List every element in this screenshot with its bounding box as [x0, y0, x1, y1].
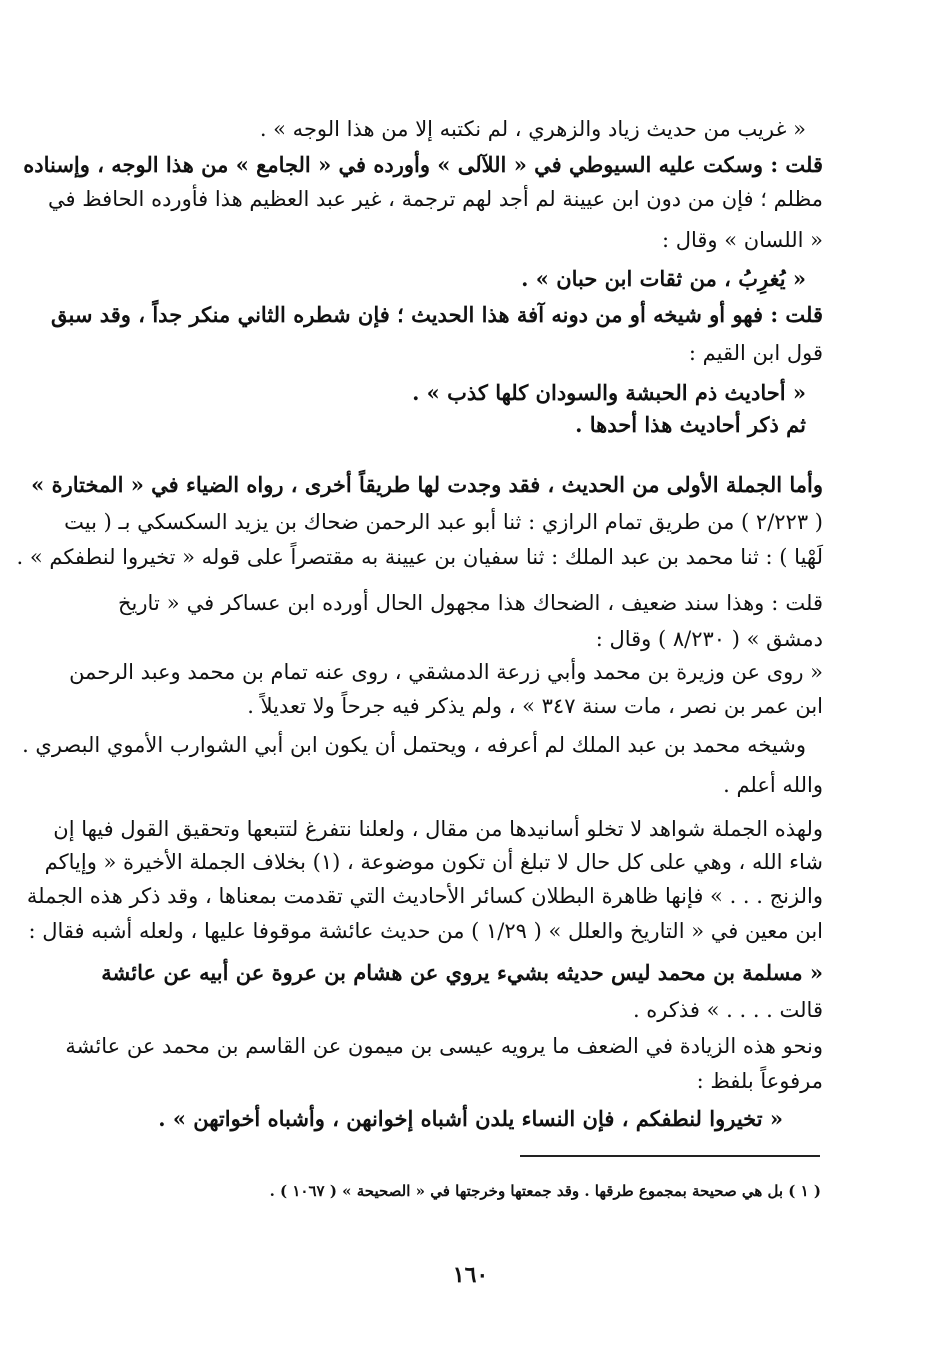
- text-line: دمشق » ( ٨/٢٣٠ ) وقال :: [595, 627, 823, 651]
- page-number: ١٦٠: [452, 1262, 489, 1288]
- text-line: ابن معين في « التاريخ والعلل » ( ١/٢٩ ) من حديث عائشة موقوفا عليها ، ولعله أشبه فقال :: [28, 919, 823, 943]
- text-line: مظلم ؛ فإن من دون ابن عيينة لم أجد لهم ترجمة ، غير عبد العظيم هذا فأورده الحافظ في: [48, 187, 823, 211]
- quote-line: « يُغرِبُ ، من ثقات ابن حبان » .: [521, 266, 806, 291]
- text-line: ثم ذكر أحاديث هذا أحدها .: [575, 412, 806, 437]
- text-line: ولهذه الجملة شواهد لا تخلو أسانيدها من مقال ، ولعلنا نتفرغ لتتبعها وتحقيق القول فيها إن: [53, 817, 823, 841]
- text-line: قلت : وهذا سند ضعيف ، الضحاك هذا مجهول الحال أورده ابن عساكر في « تاريخ: [118, 591, 824, 615]
- quote-line: « أحاديث ذم الحبشة والسودان كلها كذب » .: [412, 380, 806, 405]
- quote-line: « تخيروا لنطفكم ، فإن النساء يلدن أشباه إخوانهن ، وأشباه أخواتهن » .: [158, 1106, 783, 1131]
- quote-line: « روى عن وزيرة بن محمد وأبي زرعة الدمشقي ، روى عنه تمام بن محمد وعبد الرحمن: [69, 660, 823, 684]
- quote-line: « مسلمة بن محمد ليس حديثه بشيء يروي عن هشام بن عروة عن أبيه عن عائشة: [101, 960, 823, 985]
- text-line: والله أعلم .: [723, 773, 823, 797]
- text-line: ( ٢/٢٢٣ ) من طريق تمام الرازي : ثنا أبو عبد الرحمن ضحاك بن يزيد السكسكي بـ ( بيت: [64, 510, 823, 534]
- quote-line: « غريب من حديث زياد والزهري ، لم نكتبه إلا من هذا الوجه » .: [259, 117, 806, 141]
- footnote-divider: [520, 1155, 820, 1157]
- text-line: وشيخه محمد بن عبد الملك لم أعرفه ، ويحتمل أن يكون ابن أبي الشوارب الأموي البصري .: [22, 733, 806, 757]
- text-line: والزنج . . . » فإنها ظاهرة البطلان كسائر الأحاديث التي تقدمت بمعناها ، وقد ذكر هذه الجملة: [26, 884, 823, 908]
- text-line: قلت : وسكت عليه السيوطي في « اللآلى » وأورده في « الجامع » من هذا الوجه ، وإسناده: [23, 152, 823, 177]
- text-line: قول ابن القيم :: [688, 341, 823, 365]
- quote-line: ابن عمر بن نصر ، مات سنة ٣٤٧ » ، ولم يذكر فيه جرحاً ولا تعديلاً .: [247, 694, 823, 718]
- text-line: لَهْيا ) : ثنا محمد بن عبد الملك : ثنا سفيان بن عيينة به مقتصراً على قوله « تخيروا لنطفكم » .: [16, 545, 823, 569]
- text-line: « اللسان » وقال :: [661, 228, 823, 252]
- text-line: مرفوعاً بلفظ :: [696, 1069, 823, 1093]
- text-line: ونحو هذه الزيادة في الضعف ما يرويه عيسى بن ميمون عن القاسم بن محمد عن عائشة: [65, 1034, 823, 1058]
- text-line: وأما الجملة الأولى من الحديث ، فقد وجدت لها طريقاً أخرى ، رواه الضياء في « المختارة »: [31, 472, 823, 497]
- quote-line: قالت . . . . » فذكره .: [632, 998, 823, 1022]
- text-line: قلت : فهو أو شيخه أو من دونه آفة هذا الحديث ؛ فإن شطره الثاني منكر جداً ، وقد سبق: [50, 302, 823, 327]
- footnote: ( ١ ) بل هي صحيحة بمجموع طرقها . وقد جمعتها وخرجتها في « الصحيحة » ( ١٠٦٧ ) .: [269, 1182, 821, 1200]
- text-line: شاء الله ، وهي على كل حال لا تبلغ أن تكون موضوعة ، (١) بخلاف الجملة الأخيرة « وإياكم: [44, 850, 823, 874]
